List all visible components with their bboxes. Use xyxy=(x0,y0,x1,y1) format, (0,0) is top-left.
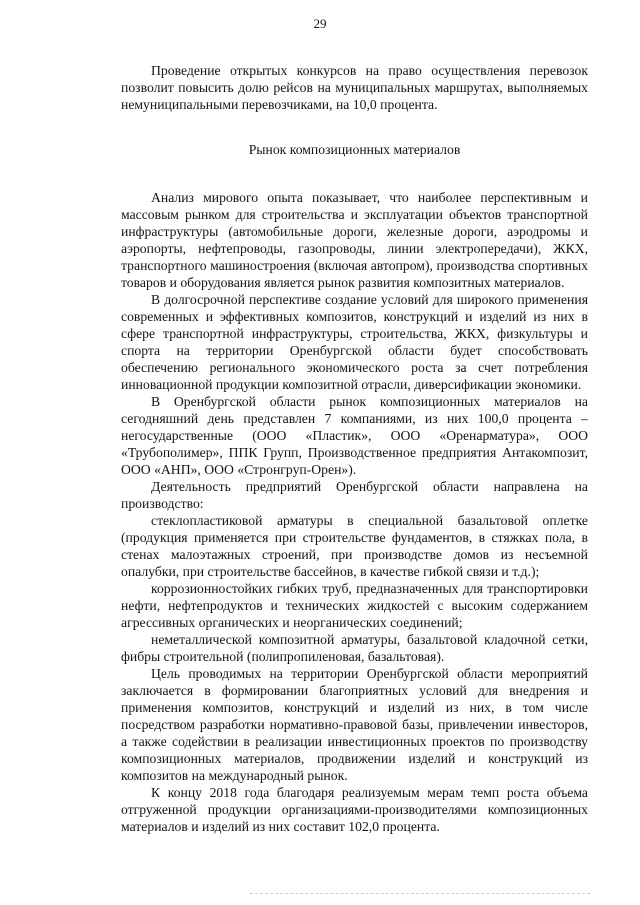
paragraph-growth: К концу 2018 года благодаря реализуемым мерам темп роста объема отгруженной продукции организациями-производителями композиционных материалов и изделий из них составит 102,0 процента. xyxy=(121,785,588,834)
paragraph-long-term: В долгосрочной перспективе создание условий для широкого применения современных и эффективных композитов, конструкций и изделий из них в сфере транспортной инфраструктуры, строительства, ЖКХ, физкультуры и спорта на территории Оренбургской области будет способствовать обеспечению регионального экономического роста за счет потребления инновационной продукции композитной отрасли, диверсификации экономики. xyxy=(121,292,588,392)
paragraph-activity: Деятельность предприятий Оренбургской области направлена на производство: xyxy=(121,479,588,511)
paragraph-goal: Цель проводимых на территории Оренбургской области мероприятий заключается в формировании благоприятных условий для внедрения и применения композитов, конструкций и изделий из них, в том числе посредством разработки нормативно-правовой базы, привлечении инвесторов, а также содействии в реализации инвестиционных проектов по производству композиционных материалов, продвижении изделий и конструкций из композитов на международный рынок. xyxy=(121,666,588,783)
document-body xyxy=(121,62,588,835)
list-item-pipes: коррозионностойких гибких труб, предназначенных для транспортировки нефти, нефтепродуктов и технических жидкостей с высоким содержанием агрессивных органических и неорганических соединений; xyxy=(121,581,588,630)
paragraph-market-companies: В Оренбургской области рынок композиционных материалов на сегодняшний день представлен 7 компаниями, из них 100,0 процента – негосударственные (ООО «Пластик», ООО «Оренарматура», ООО «Трубополимер», ППК Групп, Производственное предприятия Антакомпозит, ООО «АНП», ООО «Стронгруп-Орен»). xyxy=(121,394,588,477)
page-number: 29 xyxy=(313,16,327,31)
list-item-nonmetal: неметаллической композитной арматуры, базальтовой кладочной сетки, фибры строительной (полипропиленовая, базальтовая). xyxy=(121,632,588,664)
paragraph-contests: Проведение открытых конкурсов на право осуществления перевозок позволит повысить долю рейсов на муниципальных маршрутах, выполняемых немуниципальными перевозчиками, на 10,0 процента. xyxy=(121,63,588,112)
bottom-divider xyxy=(250,893,590,894)
list-item-fiberglass: стеклопластиковой арматуры в специальной базальтовой оплетке (продукция применяется при строительстве фундаментов, в стяжках пола, в стенах малоэтажных строений, при производстве домов из несъемной опалубки, при строительстве бассейнов, в качестве гибкой связи и т.д.); xyxy=(121,513,588,579)
paragraph-world-experience: Анализ мирового опыта показывает, что наиболее перспективным и массовым рынком для строительства и эксплуатации объектов транспортной инфраструктуры (автомобильные дороги, железные дороги, аэродромы и аэропорты, нефтепроводы, газопроводы, линии электропередачи), ЖКХ, транспортного машиностроения (включая автопром), производства спортивных товаров и оборудования является рынок развития композитных материалов. xyxy=(121,190,588,290)
section-heading: Рынок композиционных материалов xyxy=(248,142,461,157)
